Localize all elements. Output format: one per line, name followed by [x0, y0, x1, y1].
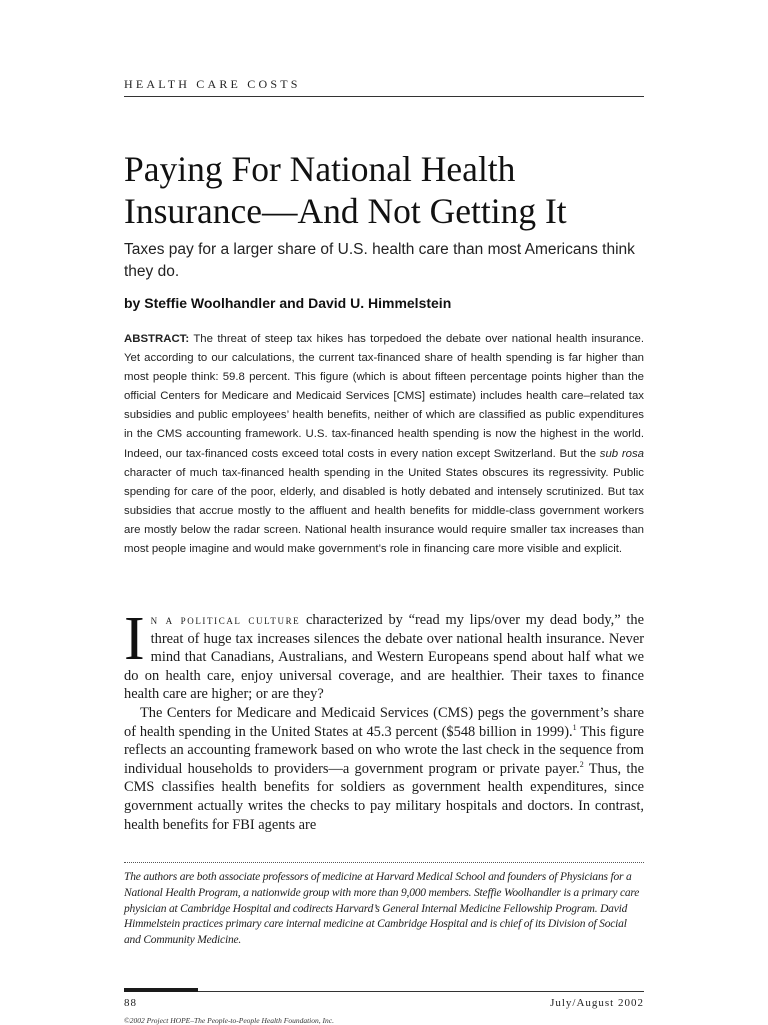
body-text: [124, 605, 645, 834]
footnote-ref-2: 2: [579, 759, 584, 769]
copyright-notice: ©2002 Project HOPE–The People-to-People Health Foundation, Inc.: [124, 1016, 334, 1025]
paragraph-2-text-b: This figure reflects an accounting framework based on who wrote the last check in the sequence from individual households to providers—a government program or private payer.: [124, 723, 645, 777]
paragraph-2-text-c: Thus, the CMS classifies health benefits for soldiers as government health expenditures, since government actually writes the checks to pay military hospitals and doctors. In contrast, health benefits for FBI agents are: [124, 760, 644, 833]
issue-date: July/August 2002: [550, 997, 644, 1009]
body-paragraph-2: [124, 704, 644, 834]
footer-accent-bar: [124, 988, 198, 992]
footnote-divider: [124, 862, 644, 863]
drop-cap: I: [124, 605, 145, 673]
abstract-text-2: character of much tax-financed health spending in the United States obscures its regressivity. Public spending for care of the poor, elderly, and disabled is hotly debated and intensely scrutinized. But tax subsidies that accrue mostly to the affluent and health benefits for middle-class government workers are mostly below the radar screen. National health insurance would require smaller tax increases than most people imagine and would make government’s role in financing care more visible and explicit.: [124, 466, 644, 556]
footer-rule: [198, 991, 644, 992]
article-title: [124, 148, 684, 232]
paragraph-2-text-a: The Centers for Medicare and Medicaid Services (CMS) pegs the government’s share of health spending in the United States at 45.3 percent ($548 billion in 1999).: [124, 704, 644, 740]
byline: by Steffie Woolhandler and David U. Himmelstein: [124, 295, 452, 311]
paragraph-lead-in: n a political culture: [150, 613, 301, 627]
body-paragraph-1: [124, 605, 644, 704]
abstract-label: ABSTRACT:: [124, 333, 190, 345]
section-label: HEALTH CARE COSTS: [124, 77, 301, 91]
author-footnote: The authors are both associate professors of medicine at Harvard Medical School and founders of Physicians for a National Health Program, a nationwide group with more than 9,000 members. Steffie Woolhandler is a primary care physician at Cambridge Hospital and codirects Harvard’s General Internal Medicine Fellowship Program. David Himmelstein practices primary care internal medicine at Cambridge Hospital and is chief of its Division of Social and Community Medicine.: [124, 871, 640, 947]
article-subtitle: Taxes pay for a larger share of U.S. health care than most Americans think they do.: [124, 241, 635, 280]
title-line-2: Insurance—And Not Getting It: [124, 191, 567, 231]
abstract-text-1: The threat of steep tax hikes has torpedoed the debate over national health insurance. Yet according to our calculations, the current tax-financed share of health spending is far higher than most people think: 59.8 percent. This figure (which is about fifteen percentage points higher than the official Centers for Medicare and Medicaid Services [CMS] estimate) includes health care–related tax subsidies and public employees’ health benefits, neither of which are classified as public expenditures in the CMS accounting framework. U.S. tax-financed health spending is now the highest in the world. Indeed, our tax-financed costs exceed total costs in every nation except Switzerland. But the: [124, 333, 644, 460]
abstract: [124, 330, 644, 559]
paragraph-1-text: characterized by “read my lips/over my dead body,” the threat of huge tax increases silences the debate over national health insurance. Never mind that Canadians, Australians, and Western Europeans spend about half what we do on health care, enjoy universal coverage, and are healthier. Their taxes to finance health care are higher; or are they?: [124, 612, 644, 703]
abstract-italic: sub rosa: [599, 447, 644, 460]
footnote-ref-1: 1: [572, 722, 577, 732]
page-number: 88: [124, 997, 137, 1009]
header-rule: [124, 96, 644, 97]
title-line-1: Paying For National Health: [124, 149, 516, 189]
